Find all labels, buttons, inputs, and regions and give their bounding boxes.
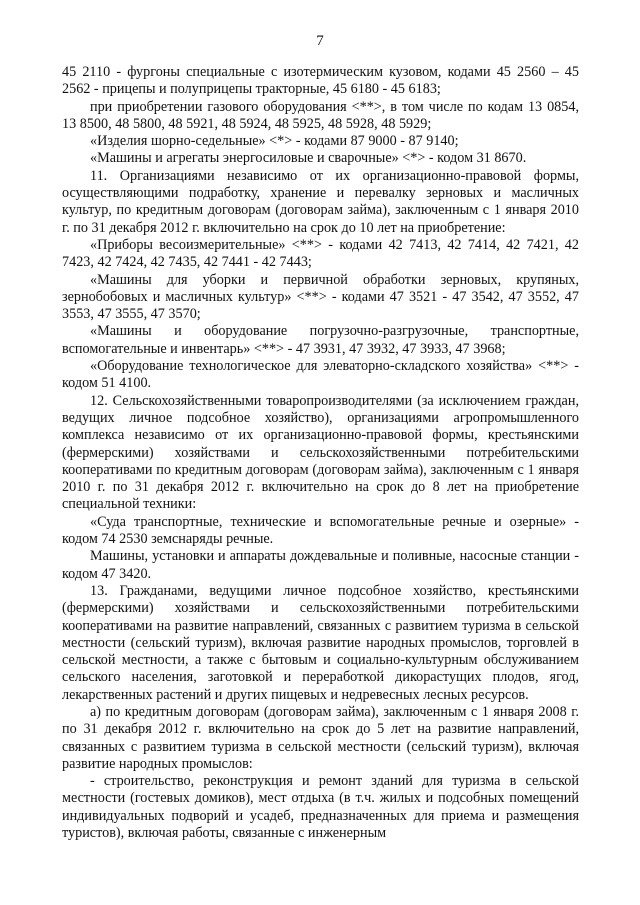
paragraph: «Приборы весоизмерительные» <**> - кодами 42 7413, 42 7414, 42 7421, 42 7423, 42 7424, 42 7435, 42 7441 - 42 7443; (62, 236, 579, 271)
paragraph: 12. Сельскохозяйственными товаропроизводителями (за исключением граждан, ведущих личное подсобное хозяйство), организациями агропромышленного комплекса независимо от их организационно-правовой формы, крестьянскими (фермерскими) хозяйствами и сельскохозяйственными потребительскими кооперативами по кредитным договорам (договорам займа), заключенным с 1 января 2010 г. по 31 декабря 2012 г. включительно на срок до 8 лет на приобретение специальной техники: (62, 392, 579, 513)
page-number: 7 (316, 33, 324, 49)
paragraph: «Машины и агрегаты энергосиловые и сварочные» <*> - кодом 31 8670. (90, 150, 527, 167)
paragraph: «Машины для уборки и первичной обработки зерновых, крупяных, зернобобовых и масличных культур» <**> - кодами 47 3521 - 47 3542, 47 3552, 47 3553, 47 3555, 47 3570; (62, 271, 579, 323)
paragraph: «Изделия шорно-седельные» <*> - кодами 87 9000 - 87 9140; (90, 133, 459, 150)
paragraph: «Суда транспортные, технические и вспомогательные речные и озерные» - кодом 74 2530 земснаряды речные. (62, 513, 579, 548)
paragraph: а) по кредитным договорам (договорам займа), заключенным с 1 января 2008 г. по 31 декабря 2012 г. включительно на срок до 5 лет на развитие направлений, связанных с развитием туризма в сельской местности (сельский туризм), включая развитие народных промыслов: (62, 703, 579, 772)
paragraph: «Машины и оборудование погрузочно-разгрузочные, транспортные, вспомогательные и инвентарь» <**> - 47 3931, 47 3932, 47 3933, 47 3968; (62, 323, 579, 357)
paragraph: 11. Организациями независимо от их организационно-правовой формы, осуществляющими подработку, хранение и перевалку зерновых и масличных культур, по кредитным договорам (договорам займа), заключенным с 1 января 2010 г. по 31 декабря 2012 г. включительно на срок до 10 лет на приобретение: (62, 167, 579, 236)
paragraph: при приобретении газового оборудования <**>, в том числе по кодам 13 0854, 13 8500, 48 5800, 48 5921, 48 5924, 48 5925, 48 5928, 48 5929; (62, 98, 579, 132)
document-body (62, 64, 579, 842)
paragraph: - строительство, реконструкция и ремонт зданий для туризма в сельской местности (гостевых домиков), мест отдыха (в т.ч. жилых и подсобных помещений индивидуальных подворий и усадеб, предназначенных для приема и размещения туристов), включая работы, связанные с инженерным (62, 773, 579, 842)
paragraph: 45 2110 - фургоны специальные с изотермическим кузовом, кодами 45 2560 – 45 2562 - прицепы и полуприцепы тракторные, 45 6180 - 45 6183; (62, 64, 579, 98)
paragraph: «Оборудование технологическое для элеваторно-складского хозяйства» <**> - кодом 51 4100. (62, 358, 579, 392)
paragraph: Машины, установки и аппараты дождевальные и поливные, насосные станции - кодом 47 3420. (62, 548, 579, 582)
paragraph: 13. Гражданами, ведущими личное подсобное хозяйство, крестьянскими (фермерскими) хозяйствами и сельскохозяйственными потребительскими кооперативами на развитие направлений, связанных с развитием туризма в сельской местности (сельский туризм), включая развитие народных промыслов, торговлей в сельской местности, а также с бытовым и социально-культурным обслуживанием сельского населения, заготовкой и переработкой дикорастущих плодов, ягод, лекарственных растений и других пищевых и недревесных лесных ресурсов. (62, 582, 579, 703)
